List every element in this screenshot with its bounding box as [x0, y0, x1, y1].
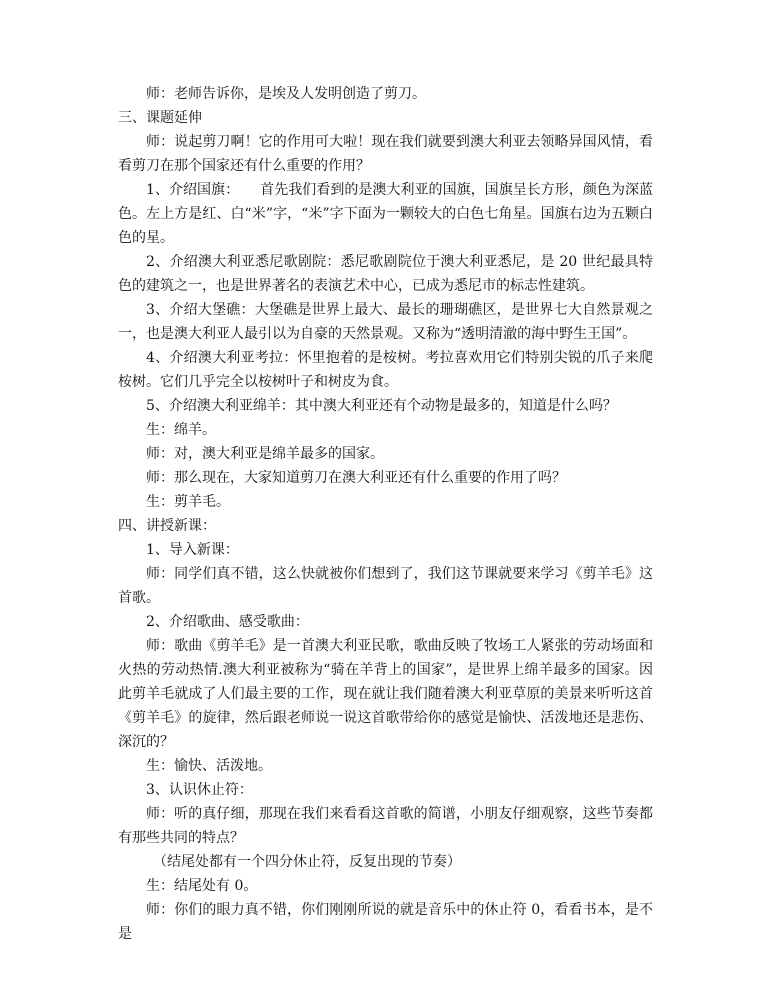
paragraph: 师：说起剪刀啊！它的作用可大啦！现在我们就要到澳大利亚去领略异国风情，看看剪刀在那个国家还有什么重要的作用？	[118, 134, 653, 174]
paragraph: 生：绵羊。	[146, 422, 216, 438]
paragraph: 师：听的真仔细，那现在我们来看看这首歌的简谱，小朋友仔细观察，这些节奏都有那些共同的特点？	[118, 806, 653, 846]
paragraph: 师：歌曲《剪羊毛》是一首澳大利亚民歌，歌曲反映了牧场工人紧张的劳动场面和火热的劳动热情.澳大利亚被称为“骑在羊背上的国家”，是世界上绵羊最多的国家。因此剪羊毛就成了人们最主要的工作，现在就让我们随着澳大利亚草原的美景来听听这首《剪羊毛》的旋律，然后跟老师说一说这首歌带给你的感觉是愉快、活泼地还是悲伤、深沉的？	[118, 638, 653, 750]
paragraph: （结尾处都有一个四分休止符，反复出现的节奏）	[153, 854, 461, 870]
paragraph: 生：愉快、活泼地。	[146, 758, 272, 774]
paragraph: 4、介绍澳大利亚考拉：怀里抱着的是桉树。考拉喜欢用它们特别尖锐的爪子来爬桉树。它们几乎完全以桉树叶子和树皮为食。	[118, 350, 653, 390]
paragraph: 生：结尾处有 0。	[146, 878, 258, 894]
paragraph: 师：对，澳大利亚是绵羊最多的国家。	[146, 446, 384, 462]
paragraph: 2、介绍澳大利亚悉尼歌剧院：悉尼歌剧院位于澳大利亚悉尼，是 20 世纪最具特色的建筑之一，也是世界著名的表演艺术中心，已成为悉尼市的标志性建筑。	[118, 254, 653, 294]
section-heading: 四、讲授新课：	[118, 518, 216, 534]
paragraph: 3、认识休止符：	[146, 782, 253, 798]
paragraph: 师：那么现在，大家知道剪刀在澳大利亚还有什么重要的作用了吗？	[146, 470, 566, 486]
paragraph: 师：你们的眼力真不错，你们刚刚所说的就是音乐中的休止符 0，看看书本，是不是	[118, 902, 653, 942]
paragraph: 3、介绍大堡礁：大堡礁是世界上最大、最长的珊瑚礁区，是世界七大自然景观之一，也是澳大利亚人最引以为自豪的天然景观。又称为“透明清澈的海中野生王国”。	[118, 302, 653, 342]
paragraph: 师：老师告诉你，是埃及人发明创造了剪刀。	[146, 86, 426, 102]
paragraph: 2、介绍歌曲、感受歌曲：	[146, 614, 309, 630]
document-page	[118, 82, 653, 946]
paragraph: 1、介绍国旗： 首先我们看到的是澳大利亚的国旗，国旗呈长方形，颜色为深蓝色。左上方是红、白“米”字，“米”字下面为一颗较大的白色七角星。国旗右边为五颗白色的星。	[118, 182, 653, 246]
section-heading: 三、课题延伸	[118, 110, 202, 126]
paragraph: 1、导入新课：	[146, 542, 239, 558]
paragraph: 生：剪羊毛。	[146, 494, 230, 510]
paragraph: 5、介绍澳大利亚绵羊：其中澳大利亚还有个动物是最多的，知道是什么吗？	[146, 398, 617, 414]
paragraph: 师：同学们真不错，这么快就被你们想到了，我们这节课就要来学习《剪羊毛》这首歌。	[118, 566, 653, 606]
